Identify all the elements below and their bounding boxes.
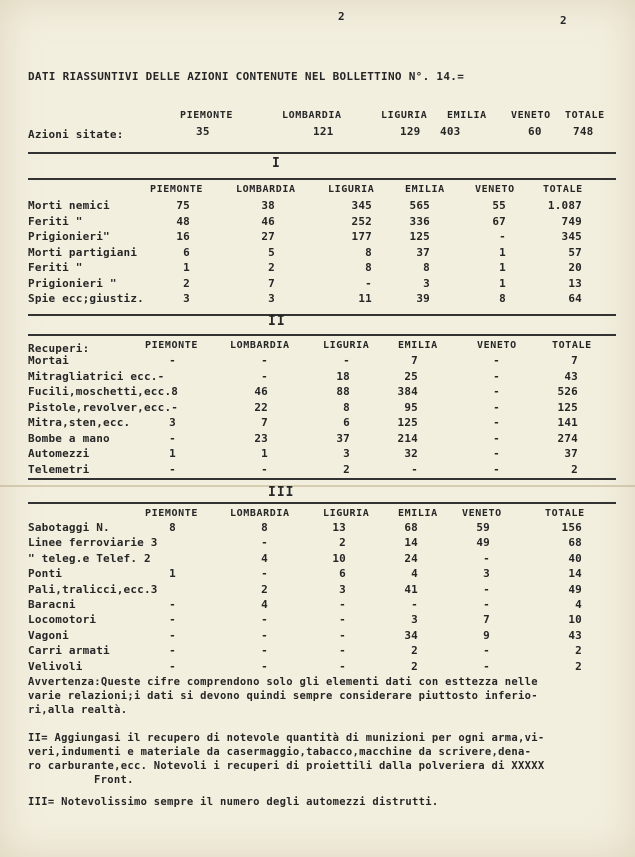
section2-cell: 2 [571, 462, 578, 476]
section1-cell: 345 [351, 199, 372, 212]
section1-cell: 125 [409, 230, 430, 243]
section3-cell: 41 [404, 582, 418, 596]
section3-cell: 14 [404, 536, 418, 550]
section-title: III [268, 485, 295, 500]
section2-col-header: TOTALE [552, 340, 592, 351]
section2-cell: - [261, 369, 268, 383]
section2-cell: 18 [336, 369, 350, 383]
section2-row-label: Bombe a mano [28, 431, 110, 445]
section3-cell: 34 [404, 628, 418, 642]
section2-cell: - [493, 385, 500, 398]
note-2-line: veri,indumenti e materiale da casermaggio,tabacco,macchine da scrivere,dena- [28, 746, 532, 758]
section2-col-header: VENETO [477, 340, 517, 351]
section3-cell: 3 [483, 567, 490, 581]
section2-row-label: Mitragliatrici ecc.- [28, 369, 165, 383]
section2-cell: - [411, 462, 418, 476]
section2-cell: - [493, 416, 500, 429]
section3-cell: 24 [404, 551, 418, 565]
section2-cell: 7 [411, 354, 418, 367]
section1-cell: 7 [268, 276, 275, 290]
col-header-piemonte: PIEMONTE [180, 110, 233, 121]
section2-cell: 95 [404, 400, 418, 414]
section3-row-label: Ponti [28, 567, 63, 581]
section1-col-header: LIGURIA [328, 184, 375, 195]
section3-cell: 2 [411, 644, 418, 658]
divider [28, 478, 616, 480]
section3-cell: - [483, 659, 490, 673]
section1-row-label: Morti partigiani [28, 245, 138, 259]
section3-cell: 7 [483, 613, 490, 627]
section3-cell: 14 [568, 567, 582, 581]
section2-cell: 22 [254, 400, 268, 414]
section2-cell: - [261, 462, 268, 476]
section3-row-label: Velivoli [28, 659, 83, 673]
section2-cell: - [169, 462, 176, 476]
section1-cell: 177 [351, 230, 372, 243]
section2-cell: - [493, 431, 500, 445]
section3-cell: - [339, 628, 346, 642]
section1-cell: 75 [176, 199, 190, 212]
section3-row-label: Carri armati [28, 644, 110, 658]
section2-row-label: Telemetri [28, 462, 90, 476]
section1-cell: - [499, 230, 506, 243]
section3-cell: 3 [411, 613, 418, 627]
note-2-line: Front. [94, 774, 134, 786]
section2-cell: - [169, 354, 176, 367]
section1-cell: 1 [499, 276, 506, 290]
section3-col-header: LOMBARDIA [230, 508, 290, 519]
section2-cell: 141 [557, 416, 578, 429]
section3-cell: 40 [568, 551, 582, 565]
section2-col-header: LOMBARDIA [230, 340, 290, 351]
section2-label: Recuperi: [28, 342, 90, 355]
section3-cell: 2 [261, 582, 268, 596]
summary-value: 35 [196, 125, 210, 138]
note-2-line: II= Aggiungasi il recupero di notevole quantità di munizioni per ogni arma,vi- [28, 732, 545, 744]
section2-cell: 7 [571, 354, 578, 367]
section3-col-header: TOTALE [545, 508, 585, 519]
section1-cell: 6 [183, 245, 190, 259]
col-header-liguria: LIGURIA [381, 110, 428, 121]
section1-col-header: TOTALE [543, 184, 583, 195]
note-3: III= Notevolissimo sempre il numero degli automezzi distrutti. [28, 796, 439, 808]
section3-cell: 4 [261, 598, 268, 611]
section2-cell: 6 [343, 416, 350, 429]
section3-cell: 2 [411, 659, 418, 673]
section3-cell: 68 [404, 521, 418, 534]
section3-row-label: Locomotori [28, 613, 97, 627]
summary-label: Azioni sitate: [28, 128, 124, 141]
section1-cell: 55 [492, 199, 506, 212]
section3-cell: - [169, 659, 176, 673]
section2-cell: 25 [404, 369, 418, 383]
section3-cell: 2 [575, 644, 582, 658]
section2-col-header: EMILIA [398, 340, 438, 351]
page-title: DATI RIASSUNTIVI DELLE AZIONI CONTENUTE NEL BOLLETTINO N°. 14.= [28, 70, 465, 83]
section3-cell: 49 [568, 582, 582, 596]
section2-cell: 8 [343, 400, 350, 414]
section1-row-label: Feriti " [28, 214, 83, 228]
section1-cell: 37 [416, 245, 430, 259]
section3-cell: 68 [568, 536, 582, 550]
section3-cell: 4 [261, 551, 268, 565]
summary-value: 60 [528, 125, 542, 138]
note-avvertenza-line: ri,alla realtà. [28, 704, 128, 716]
section3-cell: - [261, 536, 268, 550]
section3-row-label: Baracni [28, 598, 76, 611]
section3-row-label: Linee ferroviarie 3 [28, 536, 158, 550]
section3-cell: 3 [339, 582, 346, 596]
section2-cell: 88 [336, 385, 350, 398]
section2-cell: 384 [397, 385, 418, 398]
section2-cell: - [493, 400, 500, 414]
section3-cell: - [261, 644, 268, 658]
section1-cell: 336 [409, 214, 430, 228]
section-title: II [268, 314, 286, 329]
section1-cell: 57 [568, 245, 582, 259]
section1-cell: 5 [268, 245, 275, 259]
section1-cell: 2 [183, 276, 190, 290]
top-mark: 2 [338, 10, 345, 23]
section3-col-header: VENETO [462, 508, 502, 519]
section1-row-label: Feriti " [28, 261, 83, 274]
section2-cell: 3 [343, 447, 350, 460]
section2-cell: 32 [404, 447, 418, 460]
divider [28, 334, 616, 336]
section3-cell: 2 [575, 659, 582, 673]
section3-cell: - [261, 613, 268, 627]
section3-cell: 6 [339, 567, 346, 581]
section1-cell: 8 [423, 261, 430, 274]
divider [28, 152, 616, 154]
section3-cell: - [483, 551, 490, 565]
col-header-emilia: EMILIA [447, 110, 487, 121]
section1-cell: 252 [351, 214, 372, 228]
section1-cell: 8 [365, 261, 372, 274]
section1-cell: 20 [568, 261, 582, 274]
section2-cell: 3 [169, 416, 176, 429]
note-avvertenza-line: varie relazioni;i dati si devono quindi sempre considerare piuttosto inferio- [28, 690, 538, 702]
section3-cell: - [339, 598, 346, 611]
section1-cell: 2 [268, 261, 275, 274]
section2-row-label: Mortai [28, 354, 69, 367]
section3-cell: - [483, 582, 490, 596]
section3-cell: 10 [568, 613, 582, 627]
section3-col-header: LIGURIA [323, 508, 370, 519]
divider [28, 178, 616, 180]
section1-cell: 27 [261, 230, 275, 243]
section3-col-header: PIEMONTE [145, 508, 198, 519]
section3-cell: - [483, 644, 490, 658]
section1-cell: 67 [492, 214, 506, 228]
section1-cell: 11 [358, 292, 372, 305]
section3-cell: - [169, 598, 176, 611]
section1-col-header: PIEMONTE [150, 184, 203, 195]
section2-col-header: PIEMONTE [145, 340, 198, 351]
section3-cell: - [261, 659, 268, 673]
section3-row-label: Pali,tralicci,ecc.3 [28, 582, 158, 596]
section2-cell: 125 [557, 400, 578, 414]
section2-row-label: Fucili,moschetti,ecc.8 [28, 385, 179, 398]
section3-cell: 10 [332, 551, 346, 565]
col-header-totale: TOTALE [565, 110, 605, 121]
section3-cell: - [339, 659, 346, 673]
paper-fold [0, 485, 635, 487]
section3-row-label: Sabotaggi N. [28, 521, 110, 534]
section2-cell: 1 [169, 447, 176, 460]
section1-row-label: Prigionieri " [28, 276, 117, 290]
section1-cell: 1.087 [547, 199, 582, 212]
section2-cell: - [493, 462, 500, 476]
section2-cell: 37 [564, 447, 578, 460]
section2-cell: 2 [343, 462, 350, 476]
section1-cell: 3 [183, 292, 190, 305]
section2-row-label: Automezzi [28, 447, 90, 460]
section3-cell: 156 [561, 521, 582, 534]
section1-row-label: Prigionieri" [28, 230, 110, 243]
section2-cell: 23 [254, 431, 268, 445]
section1-col-header: LOMBARDIA [236, 184, 296, 195]
section3-cell: 1 [169, 567, 176, 581]
section1-cell: 8 [499, 292, 506, 305]
summary-value: 403 [440, 125, 461, 138]
section1-row-label: Morti nemici [28, 199, 110, 212]
section2-cell: 1 [261, 447, 268, 460]
top-mark: 2 [560, 14, 567, 27]
section2-cell: - [493, 369, 500, 383]
section3-row-label: " teleg.e Telef. 2 [28, 551, 151, 565]
section1-col-header: VENETO [475, 184, 515, 195]
section1-cell: - [365, 276, 372, 290]
section1-col-header: EMILIA [405, 184, 445, 195]
section2-row-label: Mitra,sten,ecc. [28, 416, 131, 429]
section1-cell: 3 [423, 276, 430, 290]
section2-cell: - [261, 354, 268, 367]
section2-cell: - [493, 354, 500, 367]
section3-cell: 9 [483, 628, 490, 642]
section1-cell: 1 [183, 261, 190, 274]
section2-cell: - [343, 354, 350, 367]
section3-cell: - [339, 644, 346, 658]
note-2-line: ro carburante,ecc. Notevoli i recuperi di proiettili dalla polveriera di XXXXX [28, 760, 545, 772]
section2-cell: 125 [397, 416, 418, 429]
section2-cell: 46 [254, 385, 268, 398]
section3-cell: - [169, 644, 176, 658]
section3-cell: 13 [332, 521, 346, 534]
section-title: I [272, 156, 281, 171]
summary-value: 748 [573, 125, 594, 138]
section3-cell: - [339, 613, 346, 627]
section3-cell: - [169, 613, 176, 627]
section3-cell: - [169, 628, 176, 642]
section3-cell: - [483, 598, 490, 611]
section3-row-label: Vagoni [28, 628, 69, 642]
section3-cell: 49 [476, 536, 490, 550]
section1-cell: 3 [268, 292, 275, 305]
section1-cell: 749 [561, 214, 582, 228]
section2-cell: 37 [336, 431, 350, 445]
summary-value: 129 [400, 125, 421, 138]
section2-cell: - [493, 447, 500, 460]
section3-cell: - [261, 628, 268, 642]
col-header-veneto: VENETO [511, 110, 551, 121]
section1-cell: 8 [365, 245, 372, 259]
section1-cell: 48 [176, 214, 190, 228]
section2-cell: 274 [557, 431, 578, 445]
section1-cell: 64 [568, 292, 582, 305]
summary-value: 121 [313, 125, 334, 138]
section2-cell: 43 [564, 369, 578, 383]
section3-cell: 43 [568, 628, 582, 642]
section1-cell: 345 [561, 230, 582, 243]
section3-cell: 8 [169, 521, 176, 534]
section1-cell: 46 [261, 214, 275, 228]
section1-cell: 38 [261, 199, 275, 212]
section3-cell: 59 [476, 521, 490, 534]
section2-cell: - [169, 431, 176, 445]
section1-row-label: Spie ecc;giustiz. [28, 292, 144, 305]
section2-col-header: LIGURIA [323, 340, 370, 351]
section2-cell: 7 [261, 416, 268, 429]
section2-row-label: Pistole,revolver,ecc.- [28, 400, 179, 414]
section3-cell: 4 [411, 567, 418, 581]
section1-cell: 39 [416, 292, 430, 305]
section3-cell: 2 [339, 536, 346, 550]
section1-cell: 16 [176, 230, 190, 243]
section1-cell: 1 [499, 261, 506, 274]
section2-cell: 214 [397, 431, 418, 445]
note-avvertenza-line: Avvertenza:Queste cifre comprendono solo gli elementi dati con esttezza nelle [28, 676, 538, 688]
divider [28, 502, 616, 504]
section3-col-header: EMILIA [398, 508, 438, 519]
section1-cell: 13 [568, 276, 582, 290]
divider [28, 314, 616, 316]
section3-cell: 8 [261, 521, 268, 534]
section2-cell: 526 [557, 385, 578, 398]
section3-cell: 4 [575, 598, 582, 611]
section3-cell: - [261, 567, 268, 581]
section1-cell: 1 [499, 245, 506, 259]
section1-cell: 565 [409, 199, 430, 212]
section3-cell: - [411, 598, 418, 611]
col-header-lombardia: LOMBARDIA [282, 110, 342, 121]
